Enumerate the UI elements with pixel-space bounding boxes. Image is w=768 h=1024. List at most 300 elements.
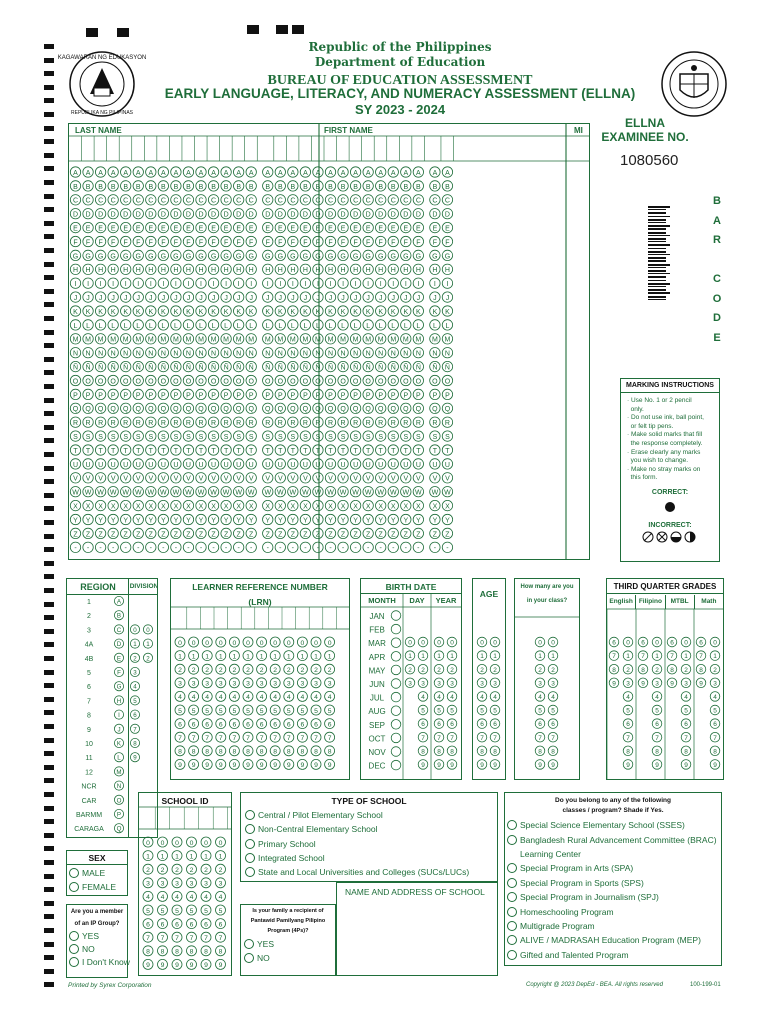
name-bubble-16-14[interactable] <box>275 361 285 371</box>
name-bubble-27-10[interactable] <box>413 306 423 316</box>
name-bubble-8-13[interactable] <box>171 348 181 358</box>
age-tens-bubble-4[interactable] <box>477 692 487 702</box>
name-bubble-10-1[interactable] <box>196 181 206 191</box>
name-bubble-10-9[interactable] <box>196 292 206 302</box>
name-bubble-17-12[interactable] <box>288 334 298 344</box>
name-bubble-19-19[interactable] <box>313 431 323 441</box>
name-bubble-17-9[interactable] <box>288 292 298 302</box>
four-ps-option-0[interactable] <box>244 937 335 951</box>
name-bubble-6-25[interactable] <box>146 514 156 524</box>
name-bubble-6-22[interactable] <box>146 473 156 483</box>
name-bubble-17-14[interactable] <box>288 361 298 371</box>
name-bubble-19-9[interactable] <box>313 292 323 302</box>
name-bubble-0-8[interactable] <box>70 278 80 288</box>
name-bubble-7-21[interactable] <box>158 459 168 469</box>
region-bubble-1[interactable] <box>114 611 123 620</box>
grade-tens-bubble-1-7[interactable] <box>638 651 648 661</box>
name-bubble-8-5[interactable] <box>171 236 181 246</box>
name-bubble-29-9[interactable] <box>442 292 452 302</box>
age-tens-bubble-8[interactable] <box>477 746 487 756</box>
name-bubble-4-8[interactable] <box>121 278 131 288</box>
name-bubble-25-23[interactable] <box>388 487 398 497</box>
name-bubble-13-26[interactable] <box>233 528 243 538</box>
name-bubble-9-17[interactable] <box>183 403 193 413</box>
name-bubble-17-25[interactable] <box>288 514 298 524</box>
name-bubble-23-23[interactable] <box>363 487 373 497</box>
name-bubble-27-14[interactable] <box>413 361 423 371</box>
name-bubble-0-25[interactable] <box>70 514 80 524</box>
name-bubble-13-11[interactable] <box>233 320 243 330</box>
four-ps-option-1[interactable] <box>244 951 335 965</box>
name-bubble-11-26[interactable] <box>208 528 218 538</box>
year-tens-bubble-3[interactable] <box>434 678 444 688</box>
lrn-bubble-10-8[interactable] <box>311 746 321 756</box>
name-bubble-10-14[interactable] <box>196 361 206 371</box>
lrn-bubble-4-5[interactable] <box>229 705 239 715</box>
name-bubble-9-0[interactable] <box>183 167 193 177</box>
sex-radio-1[interactable] <box>69 882 79 892</box>
school-type-option-1[interactable] <box>245 822 497 836</box>
name-bubble-27-2[interactable] <box>413 195 423 205</box>
name-bubble-4-12[interactable] <box>121 334 131 344</box>
name-bubble-2-4[interactable] <box>95 222 105 232</box>
name-bubble-19-5[interactable] <box>313 236 323 246</box>
sex-option-1[interactable] <box>69 880 127 894</box>
lrn-bubble-4-6[interactable] <box>229 719 239 729</box>
name-bubble-8-4[interactable] <box>171 222 181 232</box>
name-bubble-13-14[interactable] <box>233 361 243 371</box>
name-bubble-8-20[interactable] <box>171 445 181 455</box>
name-bubble-20-9[interactable] <box>325 292 335 302</box>
school-id-bubble-1-6[interactable] <box>158 919 168 929</box>
school-id-bubble-5-9[interactable] <box>216 959 226 969</box>
name-bubble-14-23[interactable] <box>246 487 256 497</box>
name-bubble-5-2[interactable] <box>133 195 143 205</box>
lrn-bubble-7-3[interactable] <box>270 678 280 688</box>
name-bubble-4-4[interactable] <box>121 222 131 232</box>
lrn-bubble-6-3[interactable] <box>257 678 267 688</box>
name-bubble-14-7[interactable] <box>246 264 256 274</box>
name-bubble-5-20[interactable] <box>133 445 143 455</box>
name-bubble-27-20[interactable] <box>413 445 423 455</box>
name-bubble-6-27[interactable] <box>146 542 156 552</box>
age-tens-bubble-3[interactable] <box>477 678 487 688</box>
name-bubble-25-22[interactable] <box>388 473 398 483</box>
name-bubble-22-15[interactable] <box>350 375 360 385</box>
name-bubble-19-8[interactable] <box>313 278 323 288</box>
name-bubble-12-22[interactable] <box>221 473 231 483</box>
lrn-bubble-5-7[interactable] <box>243 732 253 742</box>
name-bubble-9-18[interactable] <box>183 417 193 427</box>
grade-ones-bubble-0-0[interactable] <box>623 637 633 647</box>
name-bubble-26-3[interactable] <box>401 209 411 219</box>
lrn-bubble-2-7[interactable] <box>202 732 212 742</box>
school-id-bubble-5-8[interactable] <box>216 946 226 956</box>
name-bubble-8-8[interactable] <box>171 278 181 288</box>
grade-ones-bubble-2-5[interactable] <box>681 705 691 715</box>
name-bubble-26-1[interactable] <box>401 181 411 191</box>
school-id-bubble-3-9[interactable] <box>187 959 197 969</box>
name-bubble-17-20[interactable] <box>288 445 298 455</box>
name-bubble-28-13[interactable] <box>430 348 440 358</box>
day-ones-bubble-8[interactable] <box>418 746 428 756</box>
name-bubble-24-14[interactable] <box>376 361 386 371</box>
name-bubble-20-26[interactable] <box>325 528 335 538</box>
name-bubble-16-17[interactable] <box>275 403 285 413</box>
grade-tens-bubble-1-8[interactable] <box>638 664 648 674</box>
name-bubble-14-16[interactable] <box>246 389 256 399</box>
name-bubble-2-14[interactable] <box>95 361 105 371</box>
name-bubble-8-11[interactable] <box>171 320 181 330</box>
name-bubble-17-2[interactable] <box>288 195 298 205</box>
grade-tens-bubble-0-9[interactable] <box>609 678 619 688</box>
name-bubble-0-12[interactable] <box>70 334 80 344</box>
name-bubble-25-0[interactable] <box>388 167 398 177</box>
grades-bubbles[interactable] <box>607 579 723 779</box>
ip-group-radio-1[interactable] <box>69 944 79 954</box>
name-bubble-28-7[interactable] <box>430 264 440 274</box>
name-bubble-15-5[interactable] <box>263 236 273 246</box>
lrn-bubble-11-0[interactable] <box>325 637 335 647</box>
name-bubble-18-21[interactable] <box>300 459 310 469</box>
name-bubble-20-14[interactable] <box>325 361 335 371</box>
name-bubble-23-4[interactable] <box>363 222 373 232</box>
lrn-bubble-8-4[interactable] <box>284 691 294 701</box>
name-bubble-12-16[interactable] <box>221 389 231 399</box>
school-id-bubble-5-7[interactable] <box>216 932 226 942</box>
name-bubble-27-23[interactable] <box>413 487 423 497</box>
name-bubble-6-14[interactable] <box>146 361 156 371</box>
school-id-bubble-1-9[interactable] <box>158 959 168 969</box>
name-bubble-25-8[interactable] <box>388 278 398 288</box>
name-bubble-20-19[interactable] <box>325 431 335 441</box>
age-ones-bubble-7[interactable] <box>490 732 500 742</box>
name-bubble-23-9[interactable] <box>363 292 373 302</box>
class-ones-bubble-2[interactable] <box>548 664 558 674</box>
name-bubble-23-6[interactable] <box>363 250 373 260</box>
name-bubble-14-0[interactable] <box>246 167 256 177</box>
name-bubble-1-23[interactable] <box>83 487 93 497</box>
name-bubble-22-26[interactable] <box>350 528 360 538</box>
lrn-bubble-11-5[interactable] <box>325 705 335 715</box>
name-bubble-15-4[interactable] <box>263 222 273 232</box>
grade-ones-bubble-2-4[interactable] <box>681 692 691 702</box>
age-ones-bubble-8[interactable] <box>490 746 500 756</box>
name-bubble-10-10[interactable] <box>196 306 206 316</box>
name-bubble-27-7[interactable] <box>413 264 423 274</box>
name-bubble-6-2[interactable] <box>146 195 156 205</box>
name-bubble-21-8[interactable] <box>338 278 348 288</box>
region-bubble-2[interactable] <box>114 625 123 634</box>
lrn-bubble-0-3[interactable] <box>175 678 185 688</box>
name-bubble-1-22[interactable] <box>83 473 93 483</box>
name-bubble-16-9[interactable] <box>275 292 285 302</box>
name-bubble-13-5[interactable] <box>233 236 243 246</box>
age-ones-bubble-5[interactable] <box>490 705 500 715</box>
name-bubble-29-6[interactable] <box>442 250 452 260</box>
name-bubble-3-11[interactable] <box>108 320 118 330</box>
name-bubble-22-22[interactable] <box>350 473 360 483</box>
name-bubble-18-2[interactable] <box>300 195 310 205</box>
school-id-bubble-2-9[interactable] <box>172 959 182 969</box>
class-tens-bubble-6[interactable] <box>535 719 545 729</box>
lrn-bubble-1-8[interactable] <box>189 746 199 756</box>
name-bubble-2-22[interactable] <box>95 473 105 483</box>
name-bubble-22-19[interactable] <box>350 431 360 441</box>
name-bubble-29-26[interactable] <box>442 528 452 538</box>
grade-ones-bubble-1-5[interactable] <box>652 705 662 715</box>
name-bubble-0-10[interactable] <box>70 306 80 316</box>
name-bubble-13-24[interactable] <box>233 500 243 510</box>
name-bubble-20-0[interactable] <box>325 167 335 177</box>
day-ones-bubble-1[interactable] <box>418 651 428 661</box>
name-bubble-19-24[interactable] <box>313 500 323 510</box>
name-bubble-11-12[interactable] <box>208 334 218 344</box>
division-bubble-a-8[interactable] <box>130 738 139 747</box>
name-bubble-21-11[interactable] <box>338 320 348 330</box>
age-ones-bubble-3[interactable] <box>490 678 500 688</box>
year-ones-bubble-6[interactable] <box>447 719 457 729</box>
name-bubble-10-22[interactable] <box>196 473 206 483</box>
day-ones-bubble-4[interactable] <box>418 692 428 702</box>
name-bubble-4-19[interactable] <box>121 431 131 441</box>
lrn-bubble-5-6[interactable] <box>243 719 253 729</box>
name-bubble-19-18[interactable] <box>313 417 323 427</box>
grade-tens-bubble-3-8[interactable] <box>696 664 706 674</box>
name-bubble-26-8[interactable] <box>401 278 411 288</box>
school-id-bubble-2-5[interactable] <box>172 905 182 915</box>
lrn-bubble-9-6[interactable] <box>297 719 307 729</box>
grade-ones-bubble-3-0[interactable] <box>710 637 720 647</box>
name-bubble-20-3[interactable] <box>325 209 335 219</box>
name-bubble-9-13[interactable] <box>183 348 193 358</box>
name-bubble-12-18[interactable] <box>221 417 231 427</box>
grade-ones-bubble-0-4[interactable] <box>623 692 633 702</box>
name-bubble-19-12[interactable] <box>313 334 323 344</box>
name-bubble-1-14[interactable] <box>83 361 93 371</box>
name-bubble-19-17[interactable] <box>313 403 323 413</box>
class-tens-bubble-2[interactable] <box>535 664 545 674</box>
name-bubble-1-7[interactable] <box>83 264 93 274</box>
age-ones-bubble-4[interactable] <box>490 692 500 702</box>
name-bubble-15-25[interactable] <box>263 514 273 524</box>
name-bubble-24-23[interactable] <box>376 487 386 497</box>
name-bubble-4-26[interactable] <box>121 528 131 538</box>
name-bubble-16-19[interactable] <box>275 431 285 441</box>
name-bubble-11-21[interactable] <box>208 459 218 469</box>
lrn-bubble-3-5[interactable] <box>216 705 226 715</box>
name-bubble-24-25[interactable] <box>376 514 386 524</box>
name-bubble-7-5[interactable] <box>158 236 168 246</box>
name-bubble-4-3[interactable] <box>121 209 131 219</box>
name-bubble-5-14[interactable] <box>133 361 143 371</box>
name-bubble-29-7[interactable] <box>442 264 452 274</box>
year-ones-bubble-7[interactable] <box>447 732 457 742</box>
name-bubble-2-13[interactable] <box>95 348 105 358</box>
name-bubble-29-23[interactable] <box>442 487 452 497</box>
name-bubble-19-27[interactable] <box>313 542 323 552</box>
name-bubble-22-10[interactable] <box>350 306 360 316</box>
lrn-bubble-4-4[interactable] <box>229 691 239 701</box>
name-bubble-16-24[interactable] <box>275 500 285 510</box>
lrn-bubble-6-9[interactable] <box>257 759 267 769</box>
name-bubble-27-9[interactable] <box>413 292 423 302</box>
lrn-bubble-2-0[interactable] <box>202 637 212 647</box>
lrn-bubble-2-3[interactable] <box>202 678 212 688</box>
four-ps-radio-0[interactable] <box>244 939 254 949</box>
program-radio-3[interactable] <box>507 863 517 873</box>
name-bubble-10-8[interactable] <box>196 278 206 288</box>
grade-ones-bubble-1-6[interactable] <box>652 719 662 729</box>
lrn-bubble-0-9[interactable] <box>175 759 185 769</box>
name-bubble-26-15[interactable] <box>401 375 411 385</box>
division-bubble-a-9[interactable] <box>130 753 139 762</box>
name-bubble-25-1[interactable] <box>388 181 398 191</box>
name-bubble-13-7[interactable] <box>233 264 243 274</box>
region-bubble-0[interactable] <box>114 596 123 605</box>
name-bubble-2-10[interactable] <box>95 306 105 316</box>
name-bubble-8-1[interactable] <box>171 181 181 191</box>
name-bubble-14-26[interactable] <box>246 528 256 538</box>
name-bubble-15-21[interactable] <box>263 459 273 469</box>
name-bubble-12-11[interactable] <box>221 320 231 330</box>
name-bubble-24-7[interactable] <box>376 264 386 274</box>
name-bubble-0-2[interactable] <box>70 195 80 205</box>
name-bubble-5-18[interactable] <box>133 417 143 427</box>
lrn-bubble-7-0[interactable] <box>270 637 280 647</box>
name-bubble-21-15[interactable] <box>338 375 348 385</box>
name-bubble-0-16[interactable] <box>70 389 80 399</box>
name-bubble-6-19[interactable] <box>146 431 156 441</box>
name-bubble-2-9[interactable] <box>95 292 105 302</box>
name-bubble-27-18[interactable] <box>413 417 423 427</box>
name-bubble-26-4[interactable] <box>401 222 411 232</box>
program-option-2[interactable] <box>507 847 721 861</box>
school-id-bubble-0-7[interactable] <box>143 932 153 942</box>
lrn-bubble-8-3[interactable] <box>284 678 294 688</box>
division-bubble-a-5[interactable] <box>130 696 139 705</box>
name-bubble-8-3[interactable] <box>171 209 181 219</box>
lrn-bubble-1-0[interactable] <box>189 637 199 647</box>
program-option-7[interactable] <box>507 919 721 933</box>
name-bubble-22-13[interactable] <box>350 348 360 358</box>
name-bubble-9-10[interactable] <box>183 306 193 316</box>
name-bubble-24-15[interactable] <box>376 375 386 385</box>
name-bubble-22-25[interactable] <box>350 514 360 524</box>
name-bubble-10-2[interactable] <box>196 195 206 205</box>
school-id-bubble-3-8[interactable] <box>187 946 197 956</box>
lrn-bubble-9-4[interactable] <box>297 691 307 701</box>
division-bubble-a-7[interactable] <box>130 724 139 733</box>
name-bubble-23-7[interactable] <box>363 264 373 274</box>
region-bubble-5[interactable] <box>114 667 123 676</box>
name-bubble-18-7[interactable] <box>300 264 310 274</box>
school-type-option-2[interactable] <box>245 837 497 851</box>
school-id-bubble-2-0[interactable] <box>172 837 182 847</box>
grade-ones-bubble-1-7[interactable] <box>652 732 662 742</box>
name-bubble-16-20[interactable] <box>275 445 285 455</box>
division-bubble-b-1[interactable] <box>143 639 152 648</box>
name-bubble-11-11[interactable] <box>208 320 218 330</box>
name-bubble-28-24[interactable] <box>430 500 440 510</box>
name-bubble-27-22[interactable] <box>413 473 423 483</box>
month-bubble-4[interactable] <box>391 665 401 675</box>
name-bubble-12-21[interactable] <box>221 459 231 469</box>
name-bubble-10-15[interactable] <box>196 375 206 385</box>
name-bubble-20-2[interactable] <box>325 195 335 205</box>
name-bubble-20-18[interactable] <box>325 417 335 427</box>
name-bubble-23-2[interactable] <box>363 195 373 205</box>
name-bubble-22-24[interactable] <box>350 500 360 510</box>
name-bubble-11-19[interactable] <box>208 431 218 441</box>
grade-ones-bubble-0-7[interactable] <box>623 732 633 742</box>
name-bubble-18-0[interactable] <box>300 167 310 177</box>
name-bubble-25-5[interactable] <box>388 236 398 246</box>
name-bubble-13-19[interactable] <box>233 431 243 441</box>
lrn-bubble-8-2[interactable] <box>284 664 294 674</box>
name-bubble-13-0[interactable] <box>233 167 243 177</box>
year-tens-bubble-9[interactable] <box>434 760 444 770</box>
name-bubble-10-16[interactable] <box>196 389 206 399</box>
name-bubble-6-23[interactable] <box>146 487 156 497</box>
name-bubble-13-22[interactable] <box>233 473 243 483</box>
name-bubble-28-23[interactable] <box>430 487 440 497</box>
name-bubble-6-0[interactable] <box>146 167 156 177</box>
name-bubble-14-5[interactable] <box>246 236 256 246</box>
name-bubble-22-9[interactable] <box>350 292 360 302</box>
name-bubble-3-1[interactable] <box>108 181 118 191</box>
name-bubble-20-21[interactable] <box>325 459 335 469</box>
school-id-bubble-2-8[interactable] <box>172 946 182 956</box>
name-bubble-16-12[interactable] <box>275 334 285 344</box>
name-bubble-14-1[interactable] <box>246 181 256 191</box>
name-bubble-8-2[interactable] <box>171 195 181 205</box>
name-bubble-14-15[interactable] <box>246 375 256 385</box>
name-bubble-28-11[interactable] <box>430 320 440 330</box>
name-bubble-3-7[interactable] <box>108 264 118 274</box>
name-bubble-4-11[interactable] <box>121 320 131 330</box>
name-bubble-9-6[interactable] <box>183 250 193 260</box>
name-bubble-16-0[interactable] <box>275 167 285 177</box>
name-bubble-8-23[interactable] <box>171 487 181 497</box>
class-tens-bubble-5[interactable] <box>535 705 545 715</box>
sex-radio-0[interactable] <box>69 868 79 878</box>
name-bubble-24-12[interactable] <box>376 334 386 344</box>
name-bubble-3-4[interactable] <box>108 222 118 232</box>
name-bubble-17-22[interactable] <box>288 473 298 483</box>
year-ones-bubble-8[interactable] <box>447 746 457 756</box>
name-bubble-13-10[interactable] <box>233 306 243 316</box>
day-ones-bubble-6[interactable] <box>418 719 428 729</box>
name-bubble-13-17[interactable] <box>233 403 243 413</box>
name-bubble-10-18[interactable] <box>196 417 206 427</box>
region-bubble-11[interactable] <box>114 753 123 762</box>
month-bubble-7[interactable] <box>391 706 401 716</box>
name-bubble-7-22[interactable] <box>158 473 168 483</box>
name-bubble-10-21[interactable] <box>196 459 206 469</box>
name-bubble-28-17[interactable] <box>430 403 440 413</box>
name-bubble-1-13[interactable] <box>83 348 93 358</box>
name-bubble-21-22[interactable] <box>338 473 348 483</box>
lrn-bubble-11-2[interactable] <box>325 664 335 674</box>
region-bubble-9[interactable] <box>114 724 123 733</box>
name-bubble-16-4[interactable] <box>275 222 285 232</box>
lrn-bubble-1-4[interactable] <box>189 691 199 701</box>
class-tens-bubble-4[interactable] <box>535 692 545 702</box>
ip-group-option-0[interactable] <box>69 929 127 942</box>
name-bubble-23-27[interactable] <box>363 542 373 552</box>
name-bubble-3-14[interactable] <box>108 361 118 371</box>
